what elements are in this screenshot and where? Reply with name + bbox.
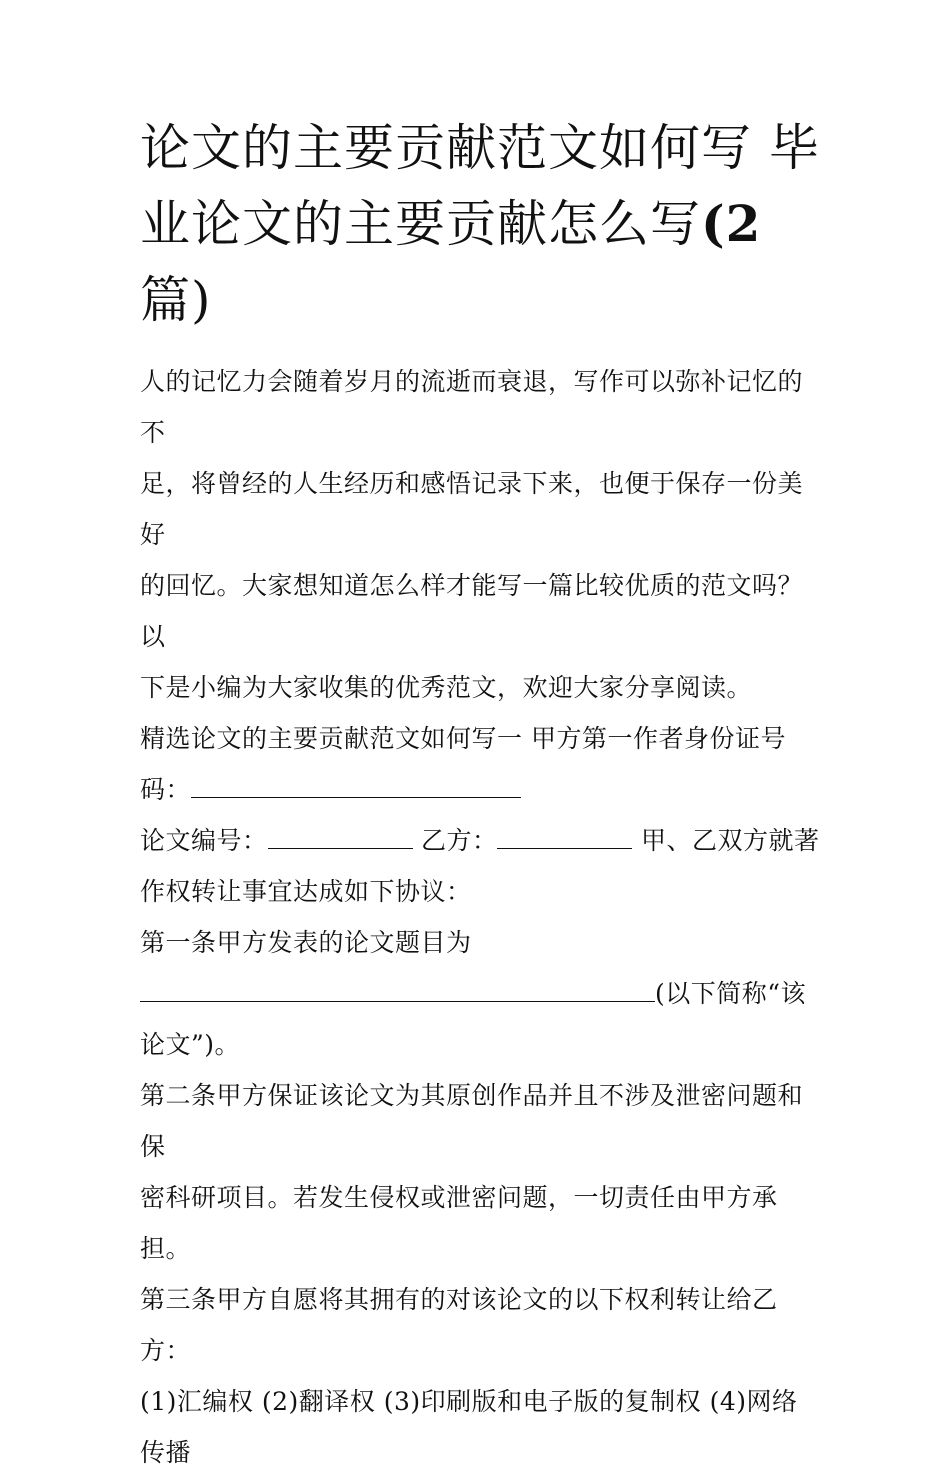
article-3-line-2: (1)汇编权 (2)翻译权 (3)印刷版和电子版的复制权 (4)网络传播 <box>140 1387 798 1467</box>
id-number-line <box>140 764 820 815</box>
title-count-open: (2 <box>701 194 762 253</box>
paper-number-label: 论文编号： <box>140 826 268 855</box>
paper-number-line <box>140 815 820 866</box>
article-2-line-1: 第二条甲方保证该论文为其原创作品并且不涉及泄密问题和保 <box>140 1081 804 1161</box>
intro-line-1: 人的记忆力会随着岁月的流逝而衰退，写作可以弥补记忆的不 <box>140 367 804 447</box>
title-count-close: 篇) <box>140 271 212 329</box>
article-1-line-2 <box>140 968 820 1019</box>
intro-line-2: 足，将曾经的人生经历和感悟记录下来，也便于保存一份美好 <box>140 469 804 549</box>
intro-line-4: 下是小编为大家收集的优秀范文，欢迎大家分享阅读。 <box>140 673 753 702</box>
selected-heading: 精选论文的主要贡献范文如何写一 甲方第一作者身份证号 <box>140 724 786 753</box>
title-main: 论文的主要贡献范文如何写 毕业论文的主要贡献怎么写 <box>140 119 820 253</box>
document-title <box>140 110 820 338</box>
agreement-tail: 甲、乙双方就著 <box>640 826 820 855</box>
paper-number-blank <box>268 823 413 849</box>
agreement-line-2: 作权转让事宜达成如下协议： <box>140 877 472 906</box>
id-number-blank <box>191 772 521 798</box>
document-page <box>140 110 820 1478</box>
party-b-blank <box>497 823 632 849</box>
article-1-line-3: 论文”)。 <box>140 1030 241 1059</box>
intro-line-3: 的回忆。大家想知道怎么样才能写一篇比较优质的范文吗？以 <box>140 571 804 651</box>
article-3-line-1: 第三条甲方自愿将其拥有的对该论文的以下权利转让给乙方： <box>140 1285 778 1365</box>
party-b-label: 乙方： <box>420 826 498 855</box>
id-number-label: 码： <box>140 775 192 804</box>
article-2-line-2: 密科研项目。若发生侵权或泄密问题，一切责任由甲方承担。 <box>140 1183 778 1263</box>
paper-title-blank <box>140 976 655 1002</box>
article-1-line-1: 第一条甲方发表的论文题目为 <box>140 928 472 957</box>
article-1-tail: (以下简称“该 <box>655 979 807 1008</box>
